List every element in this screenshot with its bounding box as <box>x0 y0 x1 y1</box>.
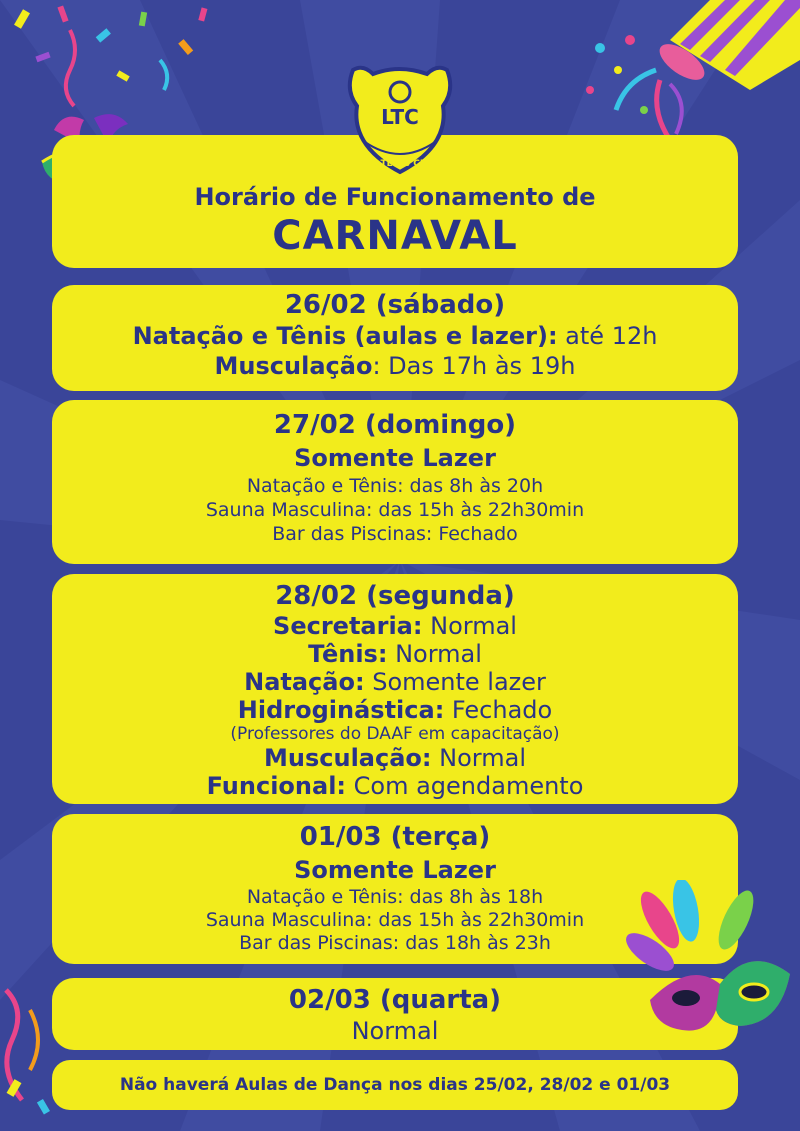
schedule-line <box>52 744 738 772</box>
day-date: 27/02 (domingo) <box>273 410 517 440</box>
schedule-value: : Das 17h às 19h <box>372 352 576 380</box>
schedule-value: Somente lazer <box>364 668 546 696</box>
header-subtitle: Horário de Funcionamento de <box>194 183 596 211</box>
schedule-label: Secretaria: <box>273 612 423 640</box>
schedule-line <box>52 668 738 696</box>
logo-name: LIRA TÊNIS CLUBE <box>354 159 446 169</box>
day-card-28-02 <box>52 574 738 804</box>
schedule-label: Tênis: <box>308 640 388 668</box>
club-logo <box>343 62 457 180</box>
schedule-value: Com agendamento <box>346 772 584 800</box>
schedule-note: (Professores do DAAF em capacitação) <box>230 724 560 744</box>
footer-notice: Não haverá Aulas de Dança nos dias 25/02, 28/02 e 01/03 <box>119 1075 671 1095</box>
schedule-line <box>52 772 738 800</box>
logo-initials: LTC <box>381 105 419 129</box>
schedule-line <box>52 696 738 724</box>
schedule-label: Musculação <box>214 352 373 380</box>
feather-mask-icon <box>620 880 800 1050</box>
schedule-label: Musculação: <box>264 744 432 772</box>
day-card-27-02 <box>52 400 738 564</box>
day-date: 28/02 (segunda) <box>275 581 515 611</box>
page-title: CARNAVAL <box>272 213 518 259</box>
schedule-line <box>52 612 738 640</box>
schedule-value: Normal <box>431 744 526 772</box>
schedule-line <box>52 321 738 351</box>
day-card-26-02 <box>52 285 738 391</box>
day-heading: Somente Lazer <box>294 856 496 884</box>
schedule-line: Bar das Piscinas: Fechado <box>272 523 518 545</box>
schedule-line: Sauna Masculina: das 15h às 22h30min <box>205 909 585 931</box>
schedule-line: Natação e Tênis: das 8h às 20h <box>246 475 544 497</box>
schedule-line: Bar das Piscinas: das 18h às 23h <box>239 932 551 954</box>
schedule-label: Funcional: <box>206 772 347 800</box>
schedule-line: Natação e Tênis: das 8h às 18h <box>246 886 544 908</box>
schedule-label: Natação e Tênis (aulas e lazer): <box>132 322 558 350</box>
schedule-label: Natação: <box>244 668 365 696</box>
schedule-value: Normal <box>387 640 482 668</box>
day-status: Normal <box>351 1017 439 1045</box>
day-date: 01/03 (terça) <box>299 822 491 852</box>
schedule-value: até 12h <box>557 322 658 350</box>
schedule-line <box>52 640 738 668</box>
schedule-line <box>52 351 738 381</box>
day-heading: Somente Lazer <box>294 444 496 472</box>
schedule-label: Hidroginástica: <box>237 696 445 724</box>
confetti-bottom-left <box>0 980 60 1131</box>
footer-notice-card <box>52 1060 738 1110</box>
schedule-value: Fechado <box>444 696 553 724</box>
day-date: 02/03 (quarta) <box>288 985 502 1015</box>
schedule-value: Normal <box>422 612 517 640</box>
schedule-line: Sauna Masculina: das 15h às 22h30min <box>205 499 585 521</box>
day-date: 26/02 (sábado) <box>284 290 506 320</box>
